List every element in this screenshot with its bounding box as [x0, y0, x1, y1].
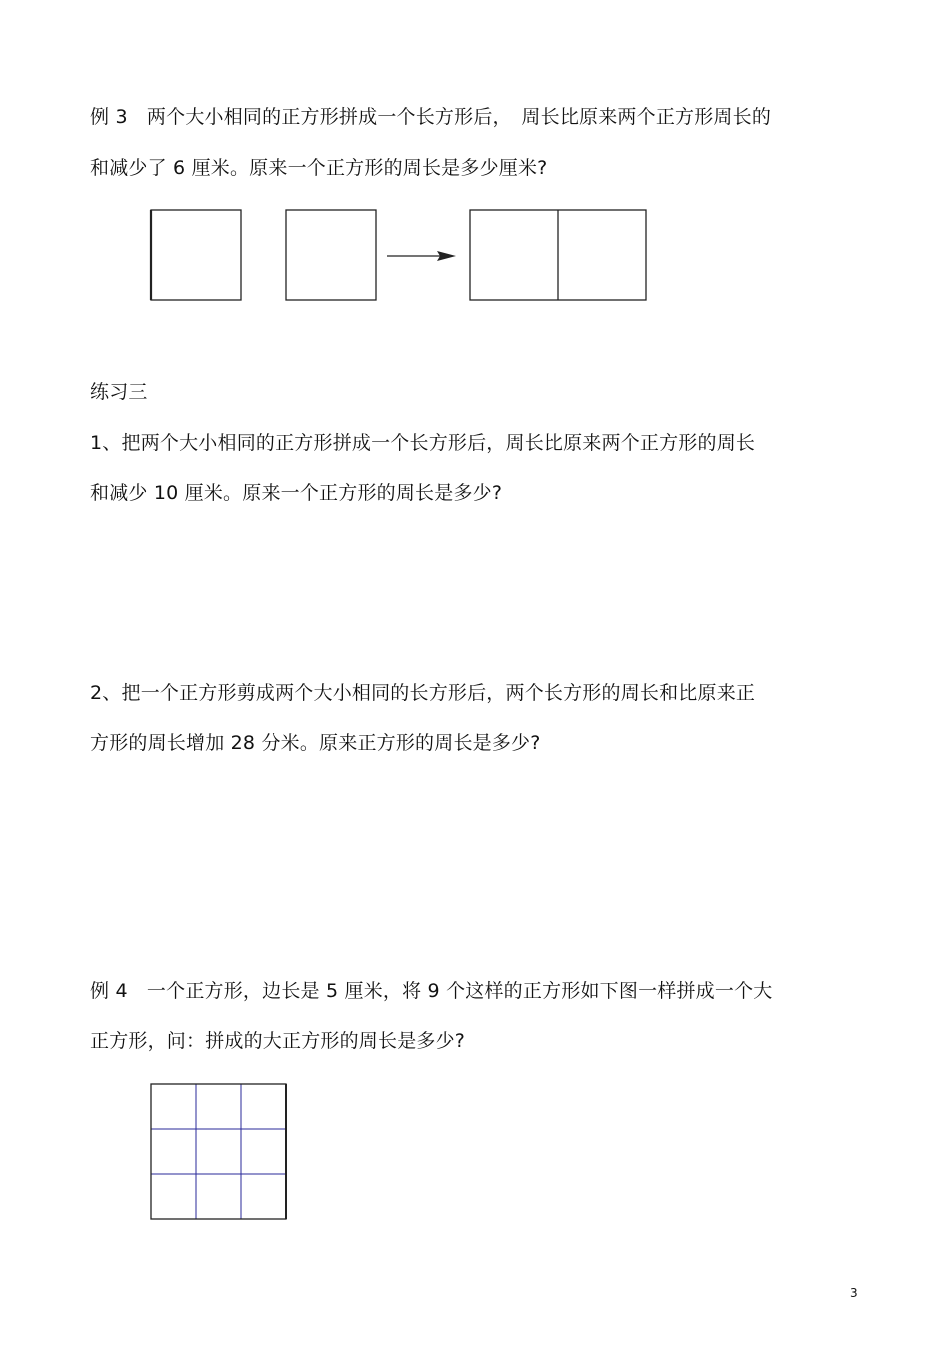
- page-number: 3: [850, 1286, 858, 1300]
- example3-figure: [145, 205, 655, 305]
- practice-title: 练习三: [90, 381, 148, 403]
- example4-line2: 正方形，问：拼成的大正方形的周长是多少?: [90, 1030, 466, 1052]
- practice-q2-line1: 2、把一个正方形剪成两个大小相同的长方形后，两个长方形的周长和比原来正: [90, 682, 756, 704]
- square-left: [151, 210, 241, 300]
- example4-line1: 例 4 一个正方形，边长是 5 厘米，将 9 个这样的正方形如下图一样拼成一个大: [90, 980, 773, 1002]
- practice-q1-line1: 1、把两个大小相同的正方形拼成一个长方形后，周长比原来两个正方形的周长: [90, 432, 756, 454]
- example3-line2: 和减少了 6 厘米。原来一个正方形的周长是多少厘米?: [90, 157, 548, 179]
- example4-grid-figure: [148, 1082, 290, 1222]
- practice-q2-line2: 方形的周长增加 28 分米。原来正方形的周长是多少?: [90, 732, 541, 754]
- practice-q1-line2: 和减少 10 厘米。原来一个正方形的周长是多少?: [90, 482, 503, 504]
- example3-line1: 例 3 两个大小相同的正方形拼成一个长方形后， 周长比原来两个正方形周长的: [90, 106, 772, 128]
- square-middle: [286, 210, 376, 300]
- grid-outer-border: [151, 1084, 286, 1219]
